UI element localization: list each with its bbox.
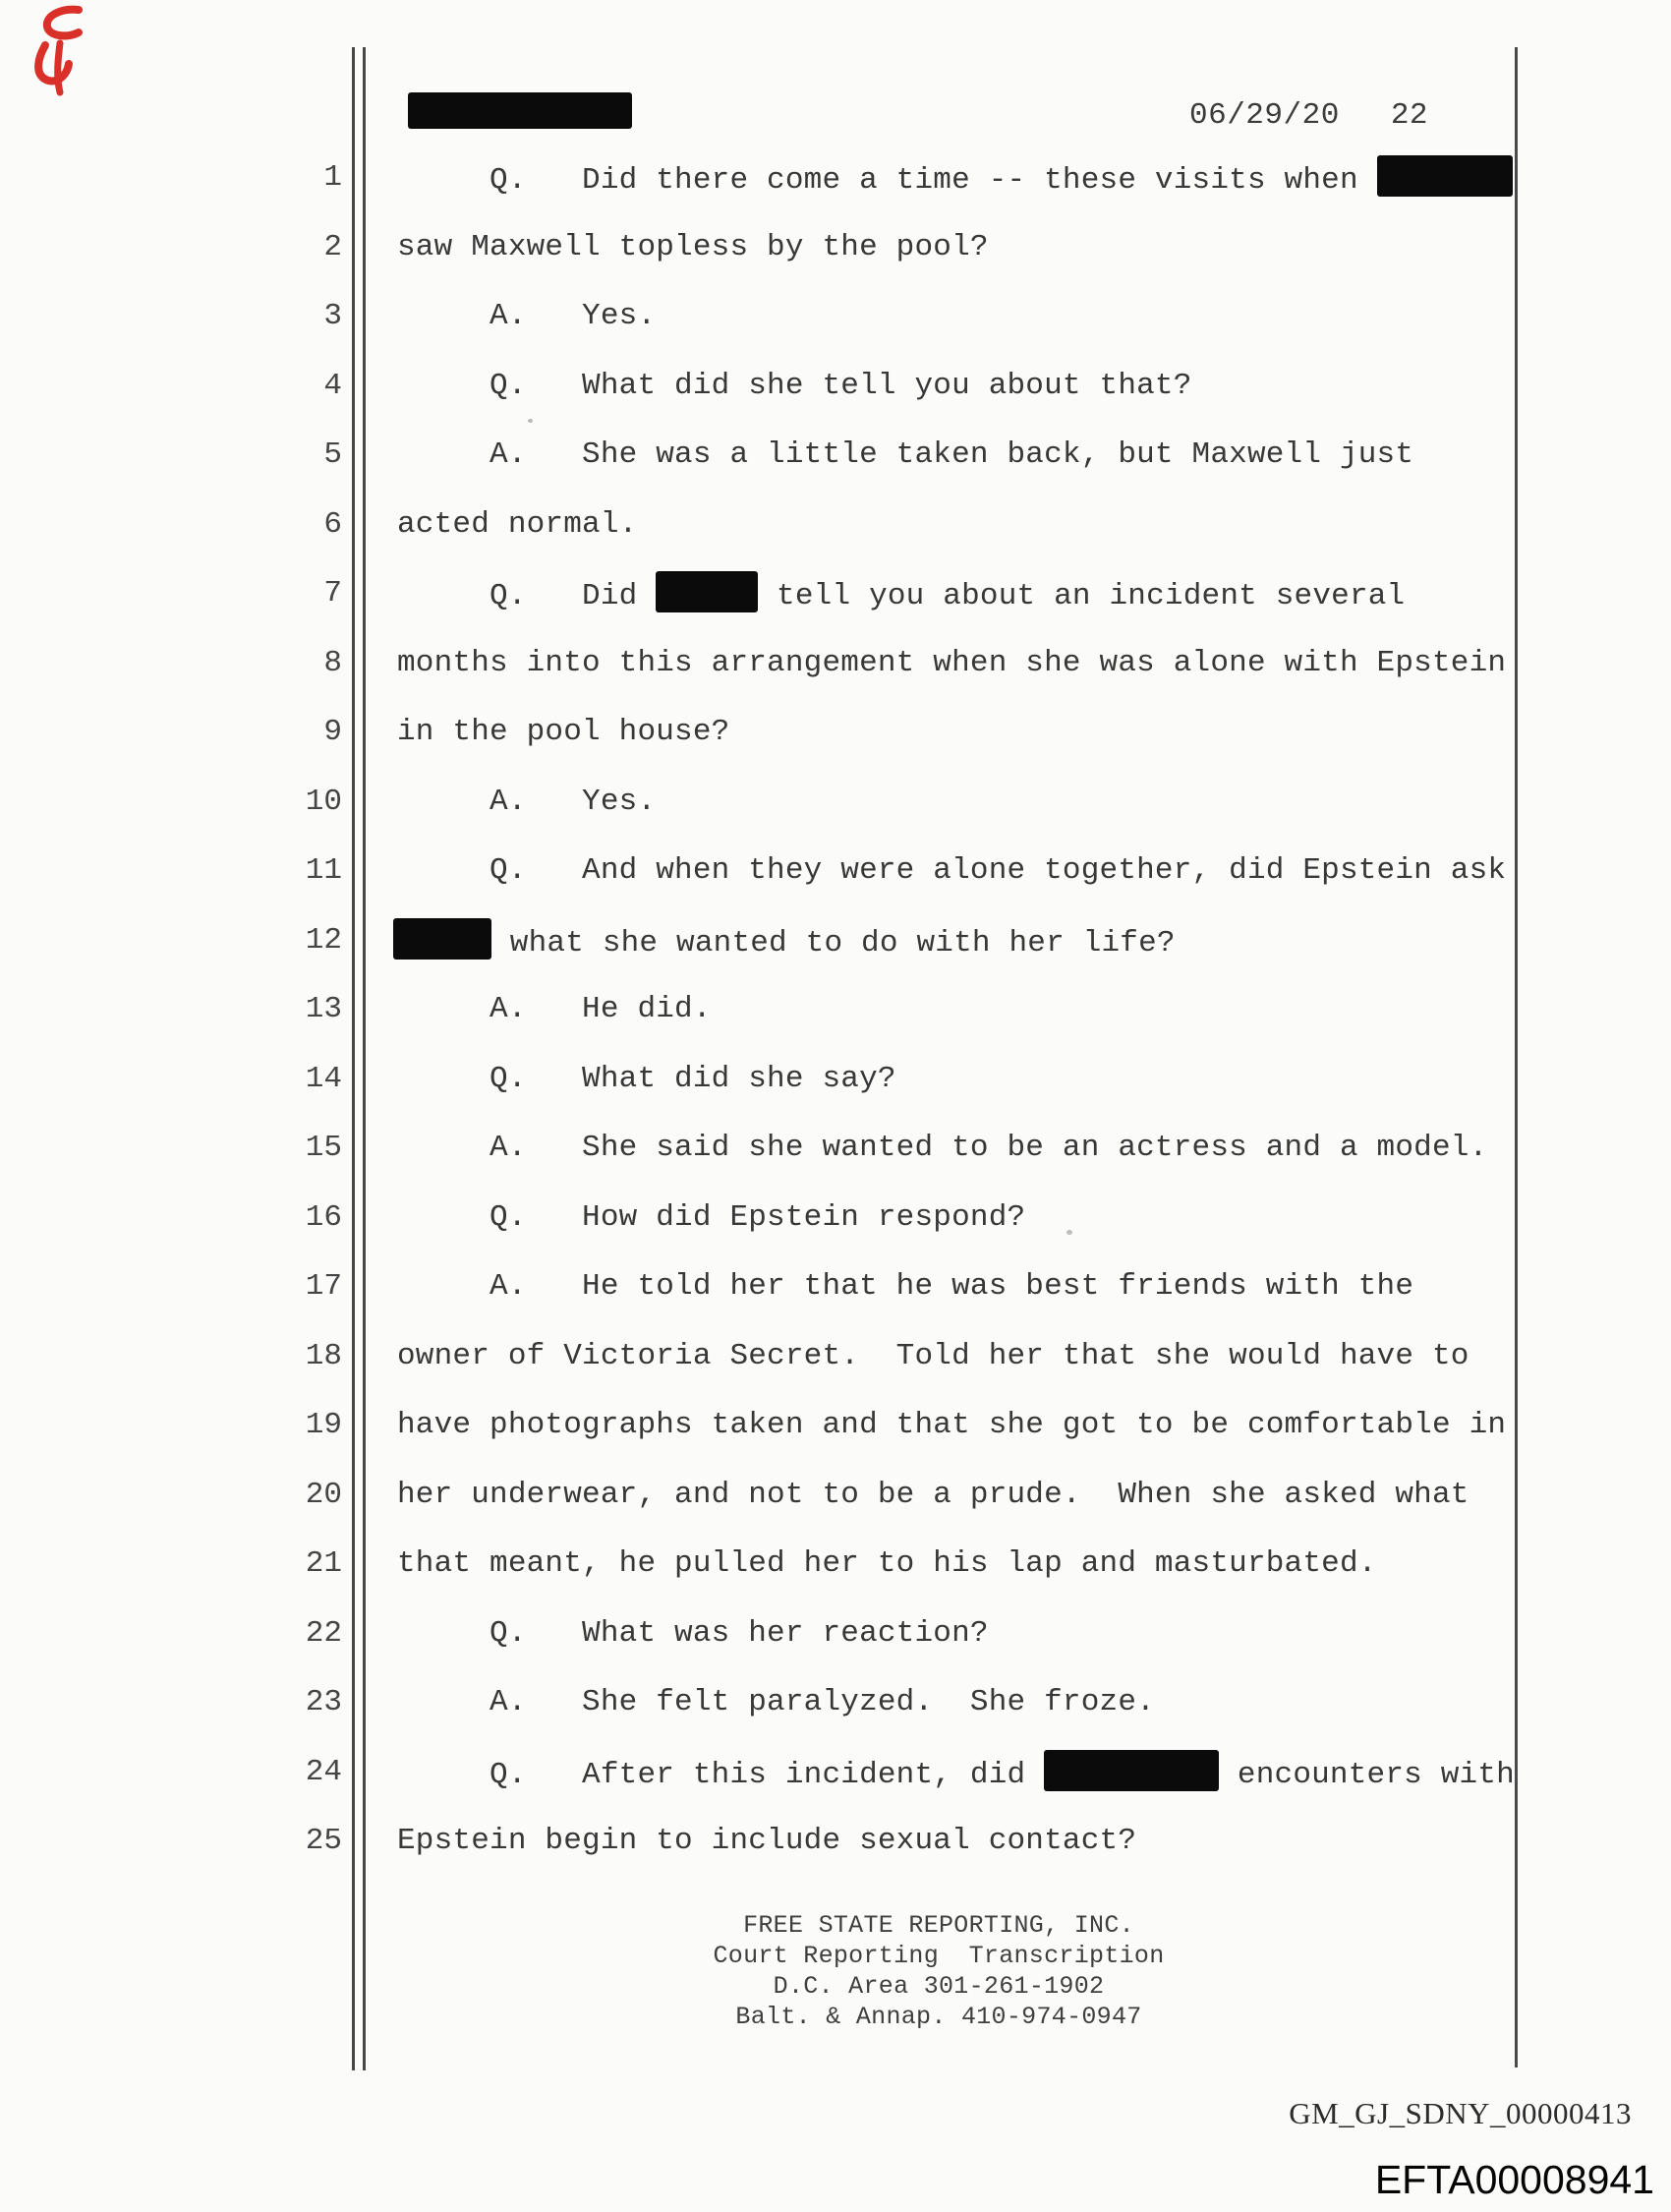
transcript-text: Q. After this incident, did — [397, 1758, 1045, 1792]
date-text: 06/29/20 — [1189, 98, 1340, 133]
left-rule-inner — [363, 47, 366, 2070]
transcript-line — [397, 294, 656, 339]
transcript-line — [397, 1195, 1025, 1241]
transcript-text: acted normal. — [397, 507, 638, 542]
transcript-line — [397, 155, 1513, 201]
transcript-text: that meant, he pulled her to his lap and masturbated. — [397, 1546, 1377, 1581]
transcript-text: what she wanted to do with her life? — [491, 926, 1176, 960]
transcript-line — [397, 710, 729, 755]
transcript-line — [397, 1750, 1515, 1795]
scan-speck — [1066, 1230, 1072, 1235]
transcript-text: Q. Did — [397, 579, 657, 613]
redaction-box — [393, 918, 491, 960]
transcript-line — [397, 1057, 896, 1102]
line-number: 7 — [323, 576, 342, 611]
transcript-text: Q. What did she tell you about that? — [397, 369, 1192, 403]
line-number: 13 — [305, 992, 342, 1026]
transcript-text: A. He told her that he was best friends with the — [397, 1269, 1414, 1304]
transcript-text: Q. Did there come a time -- these visits when — [397, 163, 1377, 198]
transcript-line — [397, 225, 989, 270]
transcript-text: A. She felt paralyzed. She froze. — [397, 1685, 1155, 1719]
bates-number-primary: GM_GJ_SDNY_00000413 — [1289, 2096, 1632, 2130]
page-number: 22 — [1390, 98, 1429, 133]
redaction-box — [1044, 1750, 1219, 1791]
line-number: 22 — [305, 1616, 342, 1651]
transcript-line — [397, 502, 637, 548]
transcript-line — [397, 1264, 1413, 1310]
transcript-line — [397, 1126, 1487, 1171]
transcript-line — [397, 433, 1413, 478]
transcript-line — [397, 1403, 1506, 1448]
transcript-line — [397, 987, 712, 1032]
transcript-text: encounters with — [1219, 1758, 1515, 1792]
footer-line: FREE STATE REPORTING, INC. — [743, 1911, 1134, 1940]
line-number: 4 — [323, 369, 342, 403]
transcript-text: A. Yes. — [397, 785, 657, 819]
line-number: 12 — [305, 923, 342, 958]
transcript-text: A. Yes. — [397, 299, 657, 333]
line-number: 5 — [323, 437, 342, 472]
line-number: 2 — [323, 230, 342, 264]
header-name-redaction-box — [408, 92, 632, 129]
transcript-text: in the pool house? — [397, 715, 730, 749]
footer-line: Balt. & Annap. 410-974-0947 — [735, 2003, 1142, 2031]
line-number: 8 — [323, 646, 342, 680]
transcript-line — [397, 1819, 1136, 1864]
header-date-page — [1189, 98, 1428, 133]
transcript-line — [397, 918, 1176, 963]
transcript-text: A. She said she wanted to be an actress and a model. — [397, 1131, 1488, 1165]
transcript-line — [397, 364, 1192, 409]
transcript-text: Q. What did she say? — [397, 1062, 896, 1096]
transcript-text: her underwear, and not to be a prude. When she asked what — [397, 1478, 1469, 1512]
transcript-line — [397, 1473, 1469, 1518]
transcript-text: A. He did. — [397, 992, 712, 1026]
transcript-line — [397, 641, 1506, 686]
scan-speck — [528, 419, 533, 423]
line-number: 21 — [305, 1546, 342, 1581]
line-number: 16 — [305, 1200, 342, 1235]
transcript-text: tell you about an incident several — [758, 579, 1406, 613]
transcript-text: owner of Victoria Secret. Told her that she would have to — [397, 1339, 1469, 1373]
transcript-text: Epstein begin to include sexual contact? — [397, 1824, 1137, 1858]
transcript-text: A. She was a little taken back, but Maxwell just — [397, 437, 1414, 472]
line-number: 25 — [305, 1824, 342, 1858]
line-number: 18 — [305, 1339, 342, 1373]
line-number: 20 — [305, 1478, 342, 1512]
transcript-line — [397, 780, 656, 825]
red-pen-marks — [28, 2, 116, 100]
transcript-line — [397, 1680, 1155, 1725]
line-number: 17 — [305, 1269, 342, 1304]
transcript-line — [397, 571, 1405, 616]
redaction-box — [1377, 155, 1513, 197]
line-number: 3 — [323, 299, 342, 333]
right-rule — [1515, 47, 1518, 2067]
line-number: 10 — [305, 785, 342, 819]
line-number: 1 — [323, 160, 342, 195]
transcript-line — [397, 1542, 1377, 1587]
footer-line: D.C. Area 301-261-1902 — [773, 1972, 1105, 2001]
line-number: 11 — [305, 853, 342, 888]
line-number: 9 — [323, 715, 342, 749]
line-number: 15 — [305, 1131, 342, 1165]
line-number: 24 — [305, 1755, 342, 1789]
line-number: 23 — [305, 1685, 342, 1719]
redaction-box — [656, 571, 758, 612]
line-number: 14 — [305, 1062, 342, 1096]
footer-line: Court Reporting Transcription — [713, 1942, 1165, 1970]
transcript-line — [397, 1611, 989, 1657]
line-number: 19 — [305, 1408, 342, 1442]
transcript-text: have photographs taken and that she got to be comfortable in — [397, 1408, 1507, 1442]
left-rule-outer — [352, 47, 355, 2070]
transcript-text: months into this arrangement when she was alone with Epstein — [397, 646, 1507, 680]
transcript-line — [397, 1334, 1469, 1379]
line-number: 6 — [323, 507, 342, 542]
transcript-line — [397, 848, 1506, 894]
transcript-text: Q. And when they were alone together, did Epstein ask — [397, 853, 1507, 888]
transcript-text: Q. How did Epstein respond? — [397, 1200, 1026, 1235]
bates-number-secondary: EFTA00008941 — [1374, 2157, 1654, 2202]
transcript-text: Q. What was her reaction? — [397, 1616, 989, 1651]
transcript-text: saw Maxwell topless by the pool? — [397, 230, 989, 264]
